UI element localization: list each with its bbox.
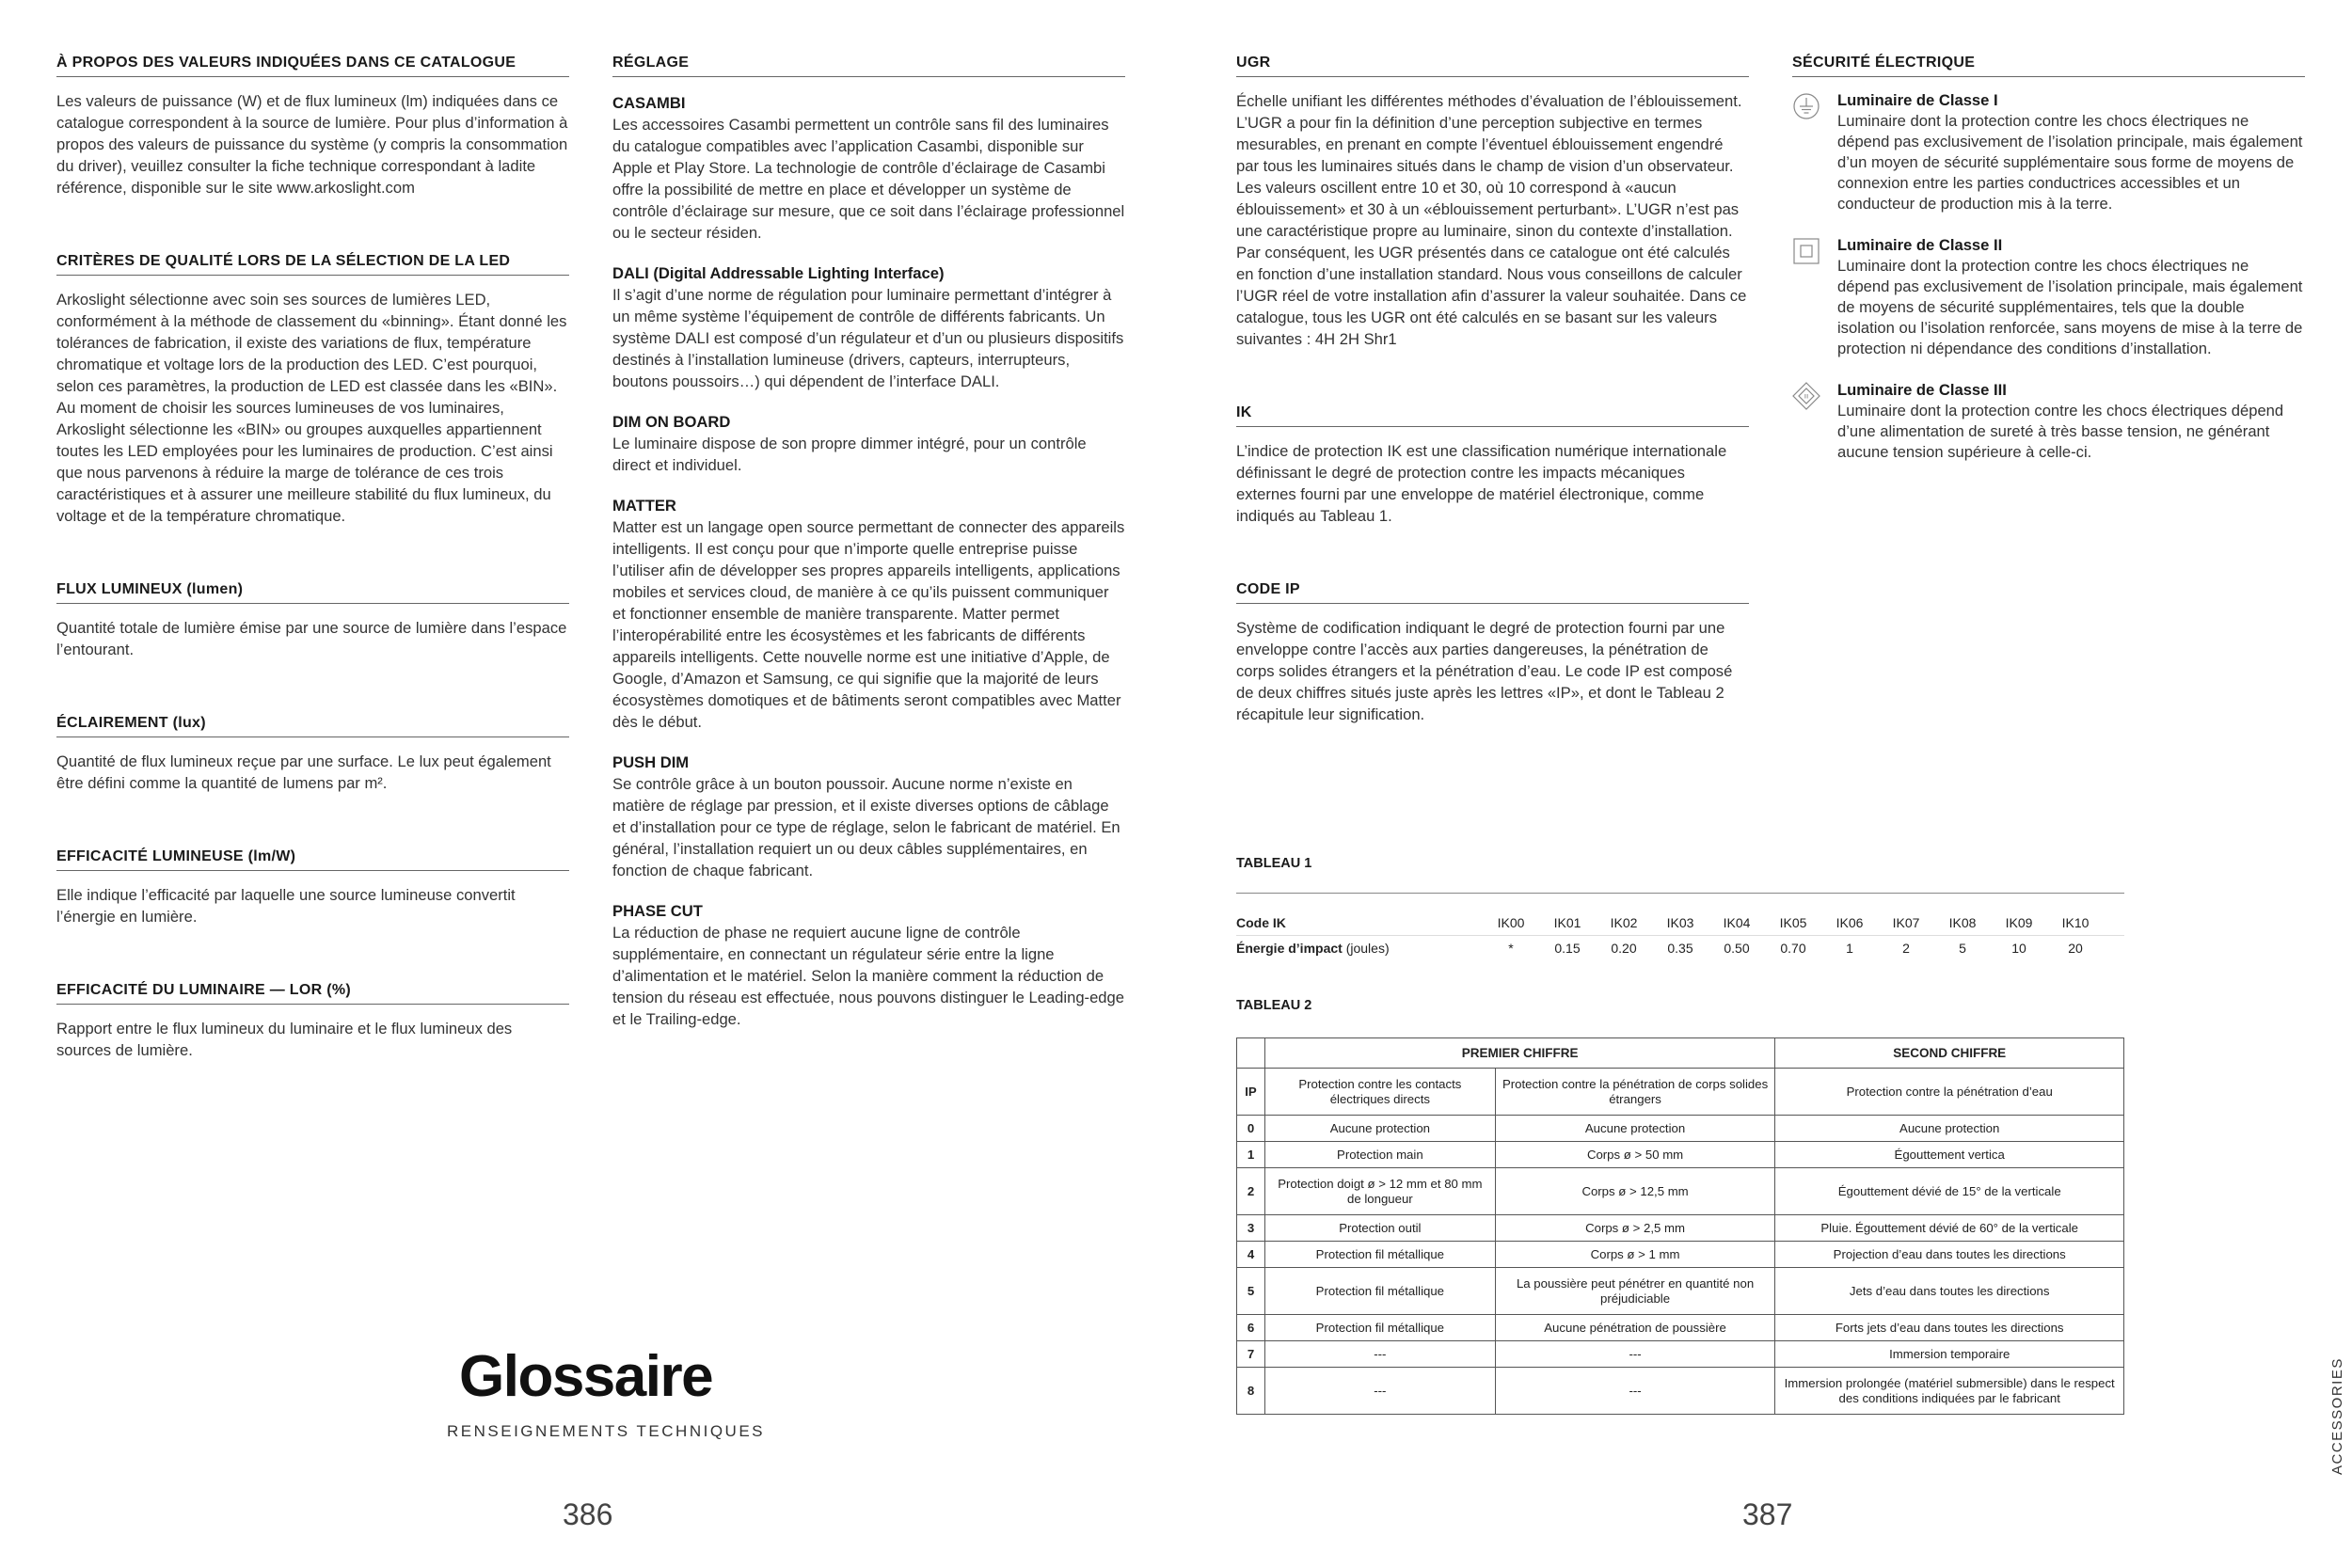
section-ugr [1236, 55, 1749, 350]
control-phase-cut [612, 900, 1125, 1030]
ip-cell: Égouttement dévié de 15° de la verticale [1775, 1168, 2124, 1215]
ip-cell: Pluie. Égouttement dévié de 60° de la verticale [1775, 1215, 2124, 1242]
control-title: DALI (Digital Addressable Lighting Interface) [612, 264, 945, 282]
section-luminous-flux [56, 581, 569, 660]
ik-code-cell: IK02 [1610, 915, 1638, 930]
ip-cell: Immersion temporaire [1775, 1341, 2124, 1368]
section-ik [1236, 404, 1749, 527]
ip-cell: Protection outil [1264, 1215, 1495, 1242]
section-text: Quantité totale de lumière émise par une source de lumière dans l’espace l’entourant. [56, 619, 567, 658]
ip-digit: 6 [1237, 1315, 1265, 1341]
ip-cell: Corps ø > 2,5 mm [1495, 1215, 1775, 1242]
table-row [1237, 1142, 2124, 1168]
ip-digit: 4 [1237, 1242, 1265, 1268]
ip-sub-ip: IP [1237, 1069, 1265, 1116]
section-heading: EFFICACITÉ LUMINEUSE (lm/W) [56, 848, 569, 871]
ip-table-subheader [1237, 1069, 2124, 1116]
control-text: La réduction de phase ne requiert aucune ligne de contrôle supplémentaire, en connectant un régulateur série entre la ligne d’alimentation et le matériel. Selon la manière comment la réduction de tension du réseau est effectuée, nous pouvons distinguer le Leading-edge et le Trailing-edge. [612, 924, 1124, 1028]
table2-title: TABLEAU 2 [1236, 998, 1312, 1013]
ip-sub-c: Protection contre la pénétration d’eau [1775, 1069, 2124, 1116]
section-heading: UGR [1236, 55, 1749, 77]
ik-code-cell: IK05 [1779, 915, 1807, 930]
table-row [1237, 1268, 2124, 1315]
column-glossary-2 [1236, 55, 1749, 780]
side-section-label: ACCESSORIES [2329, 1357, 2345, 1475]
ik-code-cell: IK00 [1497, 915, 1525, 930]
ip-cell: Aucune protection [1775, 1116, 2124, 1142]
table-row [1237, 1341, 2124, 1368]
control-text: Il s’agit d’une norme de régulation pour luminaire permettant d’intégrer à un même système l’équipement de contrôle de différents fabricants. Un système DALI est composé d’un régulateur et d’un ou plusieurs dispositifs destinés à l’installation lumineuse (drivers, capteurs, interrupteurs, boutons poussoirs…) qui dépendent de l’interface DALI. [612, 286, 1124, 390]
section-text: Échelle unifiant les différentes méthodes d’évaluation de l’éblouissement. L’UGR a pour fin la définition d’une perception subjective en termes mesurables, en prenant en compte l’éventuel éblouissement engendré par tous les luminaires situés dans le champ de vision d’un observateur. Les valeurs oscillent entre 10 et 30, où 10 correspond à «aucun éblouissement» et 30 à un «éblouissement perturbant». L’UGR n’est pas une caractéristique propre au luminaire, sinon du contexte d’installation. Par conséquent, les UGR présentés dans ce catalogue ont été calculés en fonction d’une installation standard. Nous vous conseillons de calculer l’UGR réel de votre installation afin d’assurer la valeur souhaitée. Dans ce catalogue, tous les UGR ont été calculés en se basant sur les valeurs suivantes : 4H 2H Shr1 [1236, 92, 1747, 348]
table-row [1237, 1368, 2124, 1415]
ip-digit: 8 [1237, 1368, 1265, 1415]
ip-table [1236, 1037, 2124, 1415]
ik-energy-cell: 5 [1959, 941, 1966, 956]
control-title: PHASE CUT [612, 902, 703, 920]
ip-cell: Protection main [1264, 1142, 1495, 1168]
class-text: Luminaire dont la protection contre les chocs électriques ne dépend pas exclusivement de l’isolation principale, mais également de moyens de sécurité supplémentaires, tels que la double isolation ou l’isolation renforcée, sans moyens de mise à la terre de protection ni dépendance des conditions d’installation. [1837, 257, 2303, 357]
control-text: Se contrôle grâce à un bouton poussoir. Aucune norme n’existe en matière de réglage par pression, et il existe diverses options de câblage et d’installation pour ce type de réglage, selon le fabricant de matériel. En général, l’installation requiert un ou deux câbles supplémentaires, en fonction de chaque fabricant. [612, 775, 1120, 879]
ik-table [1236, 893, 2124, 960]
section-text: Arkoslight sélectionne avec soin ses sources de lumières LED, conformément à la méthode de classement du «binning». Étant donné les tolérances de fabrication, il existe des variations de flux, température chromatique et voltage lors de la production des LED. C’est pourquoi, selon ces paramètres, la production de LED est classée dans les «BIN». Au moment de choisir les sources lumineuses de vos luminaires, Arkoslight sélectionne les «BIN» ou groupes auxquelles appartiennent toutes les LED employées pour les luminaires de production. C’est ainsi que nous parvenons à réduire la marge de tolérance de ces trois caractéristiques et à assurer une meilleure stabilité du flux lumineux, du voltage et de la température chromatique. [56, 291, 567, 525]
section-ip-code [1236, 581, 1749, 725]
class-i-item [1792, 90, 2305, 214]
ip-cell: Protection fil métallique [1264, 1315, 1495, 1341]
ip-header-first: PREMIER CHIFFRE [1264, 1038, 1774, 1069]
section-heading: IK [1236, 404, 1749, 427]
column-electrical-safety [1792, 55, 2305, 483]
ip-cell: La poussière peut pénétrer en quantité non préjudiciable [1495, 1268, 1775, 1315]
control-title: MATTER [612, 497, 676, 515]
ik-energy-row [1236, 936, 2124, 960]
ik-energy-cell: 20 [2068, 941, 2083, 956]
class-text: Luminaire dont la protection contre les chocs électriques dépend d’une alimentation de sureté à très basse tension, ne générant aucune tension supérieure à celle-ci. [1837, 402, 2284, 461]
ip-header-empty [1237, 1038, 1265, 1069]
ik-energy-cell: 0.70 [1780, 941, 1806, 956]
control-text: Matter est un langage open source permettant de connecter des appareils intelligents. Il est conçu pour que n’importe quelle entreprise puisse l’utiliser afin de développer ses propres appareils intelligents, applications mobiles et services cloud, de manière à ce qu’ils puissent communiquer et fonctionner ensemble de manière transparente. Matter permet l’interopérabilité entre les écosystèmes et les fabricants de différents appareils intelligents. Cette nouvelle norme est une initiative d’Apple, de Google, d’Amazon et Samsung, ce qui signifie que la majorité de leurs écosystèmes domotiques et de bâtiments seront compatibles avec Matter dès le début. [612, 518, 1125, 731]
ik-code-cell: IK10 [2061, 915, 2090, 930]
section-heading: CODE IP [1236, 581, 1749, 604]
table-row [1237, 1242, 2124, 1268]
ip-digit: 0 [1237, 1116, 1265, 1142]
section-led-quality [56, 253, 569, 527]
ip-cell: Corps ø > 12,5 mm [1495, 1168, 1775, 1215]
table1-title: TABLEAU 1 [1236, 856, 1312, 871]
ip-digit: 1 [1237, 1142, 1265, 1168]
ik-energy-cell: 0.50 [1724, 941, 1750, 956]
section-heading: ÉCLAIREMENT (lux) [56, 715, 569, 737]
section-text: Système de codification indiquant le degré de protection fourni par une enveloppe contre l’accès aux parties dangereuses, la pénétration de corps solides étrangers et la pénétration d’eau. Le code IP est composé de deux chiffres situés juste après les lettres «IP», et dont le Tableau 2 récapitule leur signification. [1236, 619, 1733, 723]
page-subtitle: RENSEIGNEMENTS TECHNIQUES [447, 1422, 766, 1440]
ik-code-cell: IK09 [2005, 915, 2033, 930]
control-push-dim [612, 752, 1125, 881]
table-row [1237, 1215, 2124, 1242]
ik-code-cell: IK08 [1948, 915, 1977, 930]
ik-energy-cell: 10 [2011, 941, 2026, 956]
ik-row-label: Énergie d’impact (joules) [1236, 941, 1390, 956]
ip-cell: Corps ø > 1 mm [1495, 1242, 1775, 1268]
svg-text:III: III [1804, 394, 1809, 401]
section-illuminance [56, 715, 569, 794]
section-text: L’indice de protection IK est une classification numérique internationale définissant le degré de protection contre les impacts mécaniques externes fourni par une enveloppe de matériel électronique, comme indiqués au Tableau 1. [1236, 442, 1727, 525]
ip-cell: Égouttement vertica [1775, 1142, 2124, 1168]
table-row [1237, 1315, 2124, 1341]
ik-code-cell: IK01 [1553, 915, 1581, 930]
ik-code-cell: IK07 [1892, 915, 1920, 930]
ip-sub-b: Protection contre la pénétration de corps solides étrangers [1495, 1069, 1775, 1116]
ip-digit: 2 [1237, 1168, 1265, 1215]
section-heading: À PROPOS DES VALEURS INDIQUÉES DANS CE CATALOGUE [56, 55, 569, 77]
section-heading: SÉCURITÉ ÉLECTRIQUE [1792, 55, 2305, 77]
ik-row-label: Code IK [1236, 915, 1286, 930]
ip-header-second: SECOND CHIFFRE [1775, 1038, 2124, 1069]
ik-energy-cell: * [1508, 941, 1514, 956]
table-row [1237, 1116, 2124, 1142]
ip-cell: Protection fil métallique [1264, 1268, 1495, 1315]
class-title: Luminaire de Classe III [1837, 381, 2007, 399]
column-control [612, 55, 1125, 1049]
ip-cell: Jets d’eau dans toutes les directions [1775, 1268, 2124, 1315]
page-number-right: 387 [1742, 1497, 1793, 1531]
class-iii-item [1792, 380, 2305, 463]
ip-digit: 7 [1237, 1341, 1265, 1368]
ip-cell: --- [1495, 1341, 1775, 1368]
ik-energy-cell: 2 [1902, 941, 1910, 956]
section-text: Les valeurs de puissance (W) et de flux lumineux (lm) indiquées dans ce catalogue correspondent à la source de lumière. Pour plus d’information à propos des valeurs de puissance du système (y compris la consommation du driver), veuillez consulter la fiche technique correspondant à ladite référence, disponible sur le site www.arkoslight.com [56, 92, 568, 197]
ik-energy-cell: 0.20 [1611, 941, 1637, 956]
ip-digit: 5 [1237, 1268, 1265, 1315]
ip-digit: 3 [1237, 1215, 1265, 1242]
ik-code-row [1236, 911, 2124, 936]
table-row [1237, 1168, 2124, 1215]
control-matter [612, 495, 1125, 733]
ip-cell: --- [1264, 1368, 1495, 1415]
ip-cell: --- [1264, 1341, 1495, 1368]
ik-code-cell: IK06 [1836, 915, 1864, 930]
control-title: DIM ON BOARD [612, 413, 731, 431]
section-text: Rapport entre le flux lumineux du luminaire et le flux lumineux des sources de lumière. [56, 1020, 513, 1059]
double-square-icon [1792, 237, 1820, 265]
control-dali [612, 262, 1125, 392]
ip-cell: Immersion prolongée (matériel submersible) dans le respect des conditions indiquées par le fabricant [1775, 1368, 2124, 1415]
class-iii-diamond-icon [1792, 382, 1820, 410]
ip-cell: Aucune pénétration de poussière [1495, 1315, 1775, 1341]
section-luminaire-efficiency [56, 982, 569, 1061]
column-glossary-1 [56, 55, 569, 1116]
section-catalogue-values [56, 55, 569, 198]
ip-table-header [1237, 1038, 2124, 1069]
section-luminous-efficacy [56, 848, 569, 927]
section-heading: FLUX LUMINEUX (lumen) [56, 581, 569, 604]
ip-cell: Protection doigt ø > 12 mm et 80 mm de longueur [1264, 1168, 1495, 1215]
ik-energy-cell: 0.15 [1554, 941, 1581, 956]
ik-energy-cell: 0.35 [1667, 941, 1693, 956]
section-heading: EFFICACITÉ DU LUMINAIRE — LOR (%) [56, 982, 569, 1005]
class-title: Luminaire de Classe I [1837, 91, 1998, 109]
control-title: CASAMBI [612, 94, 686, 112]
control-text: Le luminaire dispose de son propre dimmer intégré, pour un contrôle direct et individuel. [612, 435, 1087, 474]
class-text: Luminaire dont la protection contre les chocs électriques ne dépend pas exclusivement de l’isolation principale, mais également d’un moyen de sécurité supplémentaire sous forme de moyens de connexion entre les parties conductrices accessibles et un conducteur de production mis à la terre. [1837, 112, 2303, 213]
class-ii-item [1792, 235, 2305, 359]
control-casambi [612, 92, 1125, 244]
ik-energy-cell: 1 [1846, 941, 1853, 956]
section-heading: RÉGLAGE [612, 55, 1125, 77]
control-text: Les accessoires Casambi permettent un contrôle sans fil des luminaires du catalogue compatibles avec l’application Casambi, disponible sur Apple et Play Store. La technologie de contrôle d’éclairage de Casambi offre la possibilité de mettre en place et développer un système de contrôle d’éclairage sur mesure, que ce soit dans l’éclairage professionnel ou le secteur résiden. [612, 116, 1125, 242]
ik-code-cell: IK03 [1666, 915, 1694, 930]
ip-cell: Aucune protection [1495, 1116, 1775, 1142]
section-heading: CRITÈRES DE QUALITÉ LORS DE LA SÉLECTION DE LA LED [56, 253, 569, 276]
ip-sub-a: Protection contre les contacts électriques directs [1264, 1069, 1495, 1116]
control-dim-on-board [612, 411, 1125, 476]
ip-cell: Corps ø > 50 mm [1495, 1142, 1775, 1168]
ip-cell: Aucune protection [1264, 1116, 1495, 1142]
page-title: Glossaire [459, 1344, 713, 1409]
section-text: Elle indique l’efficacité par laquelle une source lumineuse convertit l’énergie en lumière. [56, 886, 516, 926]
earth-ground-icon [1792, 92, 1820, 120]
class-title: Luminaire de Classe II [1837, 236, 2003, 254]
ik-code-cell: IK04 [1723, 915, 1751, 930]
ip-cell: Protection fil métallique [1264, 1242, 1495, 1268]
ip-cell: Projection d’eau dans toutes les directions [1775, 1242, 2124, 1268]
ip-cell: Forts jets d’eau dans toutes les directions [1775, 1315, 2124, 1341]
page-number-left: 386 [563, 1497, 613, 1531]
control-title: PUSH DIM [612, 753, 690, 771]
ip-cell: --- [1495, 1368, 1775, 1415]
section-text: Quantité de flux lumineux reçue par une surface. Le lux peut également être défini comme la quantité de lumens par m². [56, 752, 551, 792]
